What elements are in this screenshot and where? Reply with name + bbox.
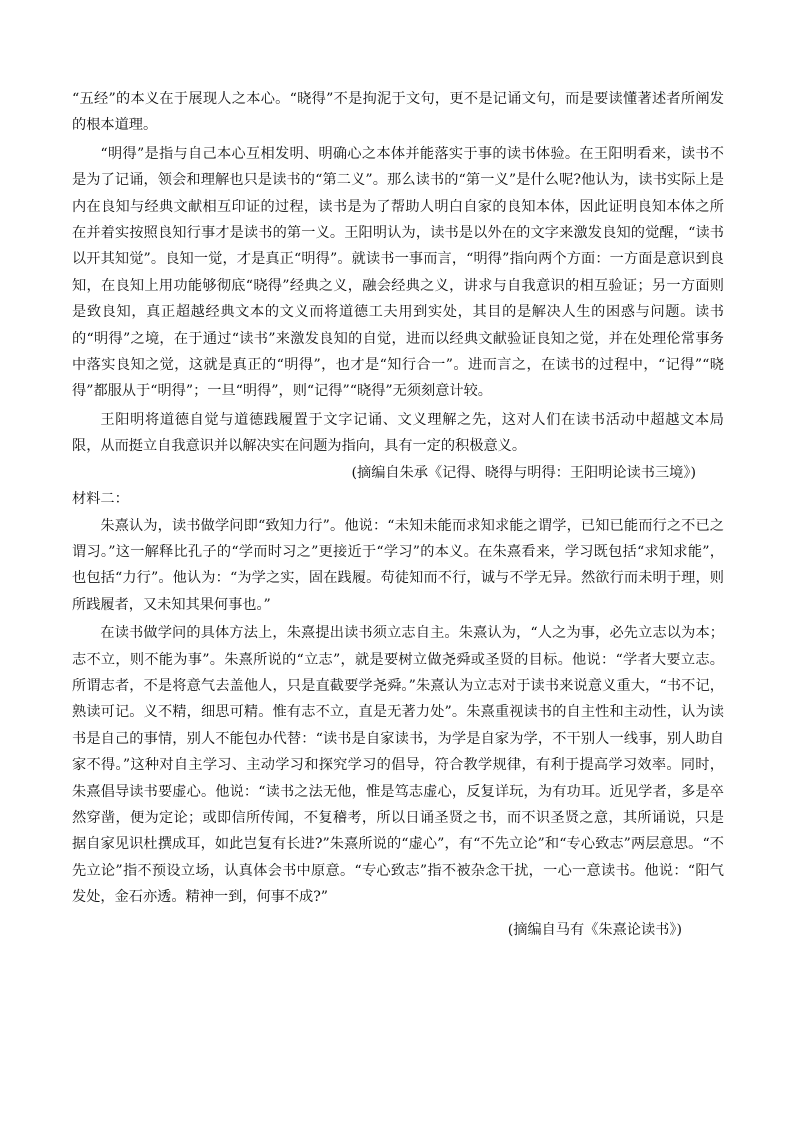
material-two-paragraph-2: 在读书做学问的具体方法上，朱熹提出读书须立志自主。朱熹认为，“人之为事，必先立志以为本；志不立，则不能为事”。朱熹所说的“立志”，就是要树立做尧舜或圣贤的目标。他说：“学者大要立志。所谓志者，不是将意气去盖他人，只是直截要学尧舜。”朱熹认为立志对于读书来说意义重大，“书不记，熟读可记。义不精，细思可精。惟有志不立，直是无著力处”。朱熹重视读书的自主性和主动性，认为读书是自己的事情，别人不能包办代替：“读书是自家读书，为学是自家为学，不干别人一线事，别人助自家不得。”这种对自主学习、主动学习和探究学习的倡导，符合教学规律，有利于提高学习效率。同时，朱熹倡导读书要虚心。他说：“读书之法无他，惟是笃志虚心，反复详玩，为有功耳。近见学者，多是卒然穿凿，便为定论；或即信所传闻，不复稽考，所以日诵圣贤之书，而不识圣贤之意，其所诵说，只是据自家见识杜撰成耳，如此岂复有长进?”朱熹所说的“虚心”，有“不先立论”和“专心致志”两层意思。“不先立论”指不预设立场，认真体会书中原意。“专心致志”指不被杂念干扰，一心一意读书。他说：“阳气发处，金石亦透。精神一到，何事不成?” (72, 625, 724, 906)
material-one-source: (摘编自朱承《记得、晓得与明得：王阳明论读书三境》) (351, 464, 696, 481)
document-page (72, 86, 724, 943)
material-two-heading: 材料二： (72, 491, 129, 508)
material-two-source: (摘编自马有《朱熹论读书》) (507, 921, 682, 938)
material-one-paragraph-3: 王阳明将道德自觉与道德践履置于文字记诵、文义理解之先，这对人们在读书活动中超越文本局限，从而挺立自我意识并以解决实在问题为指向，具有一定的积极意义。 (72, 411, 724, 455)
material-two-paragraph-1: 朱熹认为，读书做学问即“致知力行”。他说：“未知未能而求知求能之谓学，已知已能而行之不已之谓习。”这一解释比孔子的“学而时习之”更接近于“学习”的本义。在朱熹看来，学习既包括“求知求能”，也包括“力行”。他认为：“为学之实，固在践履。苟徒知而不行，诚与不学无异。然欲行而未明于理，则所践履者，又未知其果何事也。” (72, 517, 724, 613)
material-one-paragraph-2: “明得”是指与自己本心互相发明、明确心之本体并能落实于事的读书体验。在王阳明看来，读书不是为了记诵，领会和理解也只是读书的“第二义”。那么读书的“第一义”是什么呢?他认为，读书实际上是内在良知与经典文献相互印证的过程，读书是为了帮助人明白自家的良知本体，因此证明良知本体之所在并着实按照良知行事才是读书的第一义。王阳明认为，读书是以外在的文字来激发良知的觉醒，“读书以开其知觉”。良知一觉，才是真正“明得”。就读书一事而言，“明得”指向两个方面：一方面是意识到良知，在良知上用功能够彻底“晓得”经典之义，融会经典之义，讲求与自我意识的相互验证；另一方面则是致良知，真正超越经典文本的文义而将道德工夫用到实处，其目的是解决人生的困惑与问题。读书的“明得”之境，在于通过“读书”来激发良知的自觉，进而以经典文献验证良知之觉，并在处理伦常事务中落实良知之觉，这就是真正的“明得”，也才是“知行合一”。进而言之，在读书的过程中，“记得”“晓得”都服从于“明得”；一旦“明得”，则“记得”“晓得”无须刻意计较。 (72, 145, 724, 400)
material-one-paragraph-1: “五经”的本义在于展现人之本心。“晓得”不是拘泥于文句，更不是记诵文句，而是要读懂著述者所阐发的根本道理。 (72, 91, 724, 134)
